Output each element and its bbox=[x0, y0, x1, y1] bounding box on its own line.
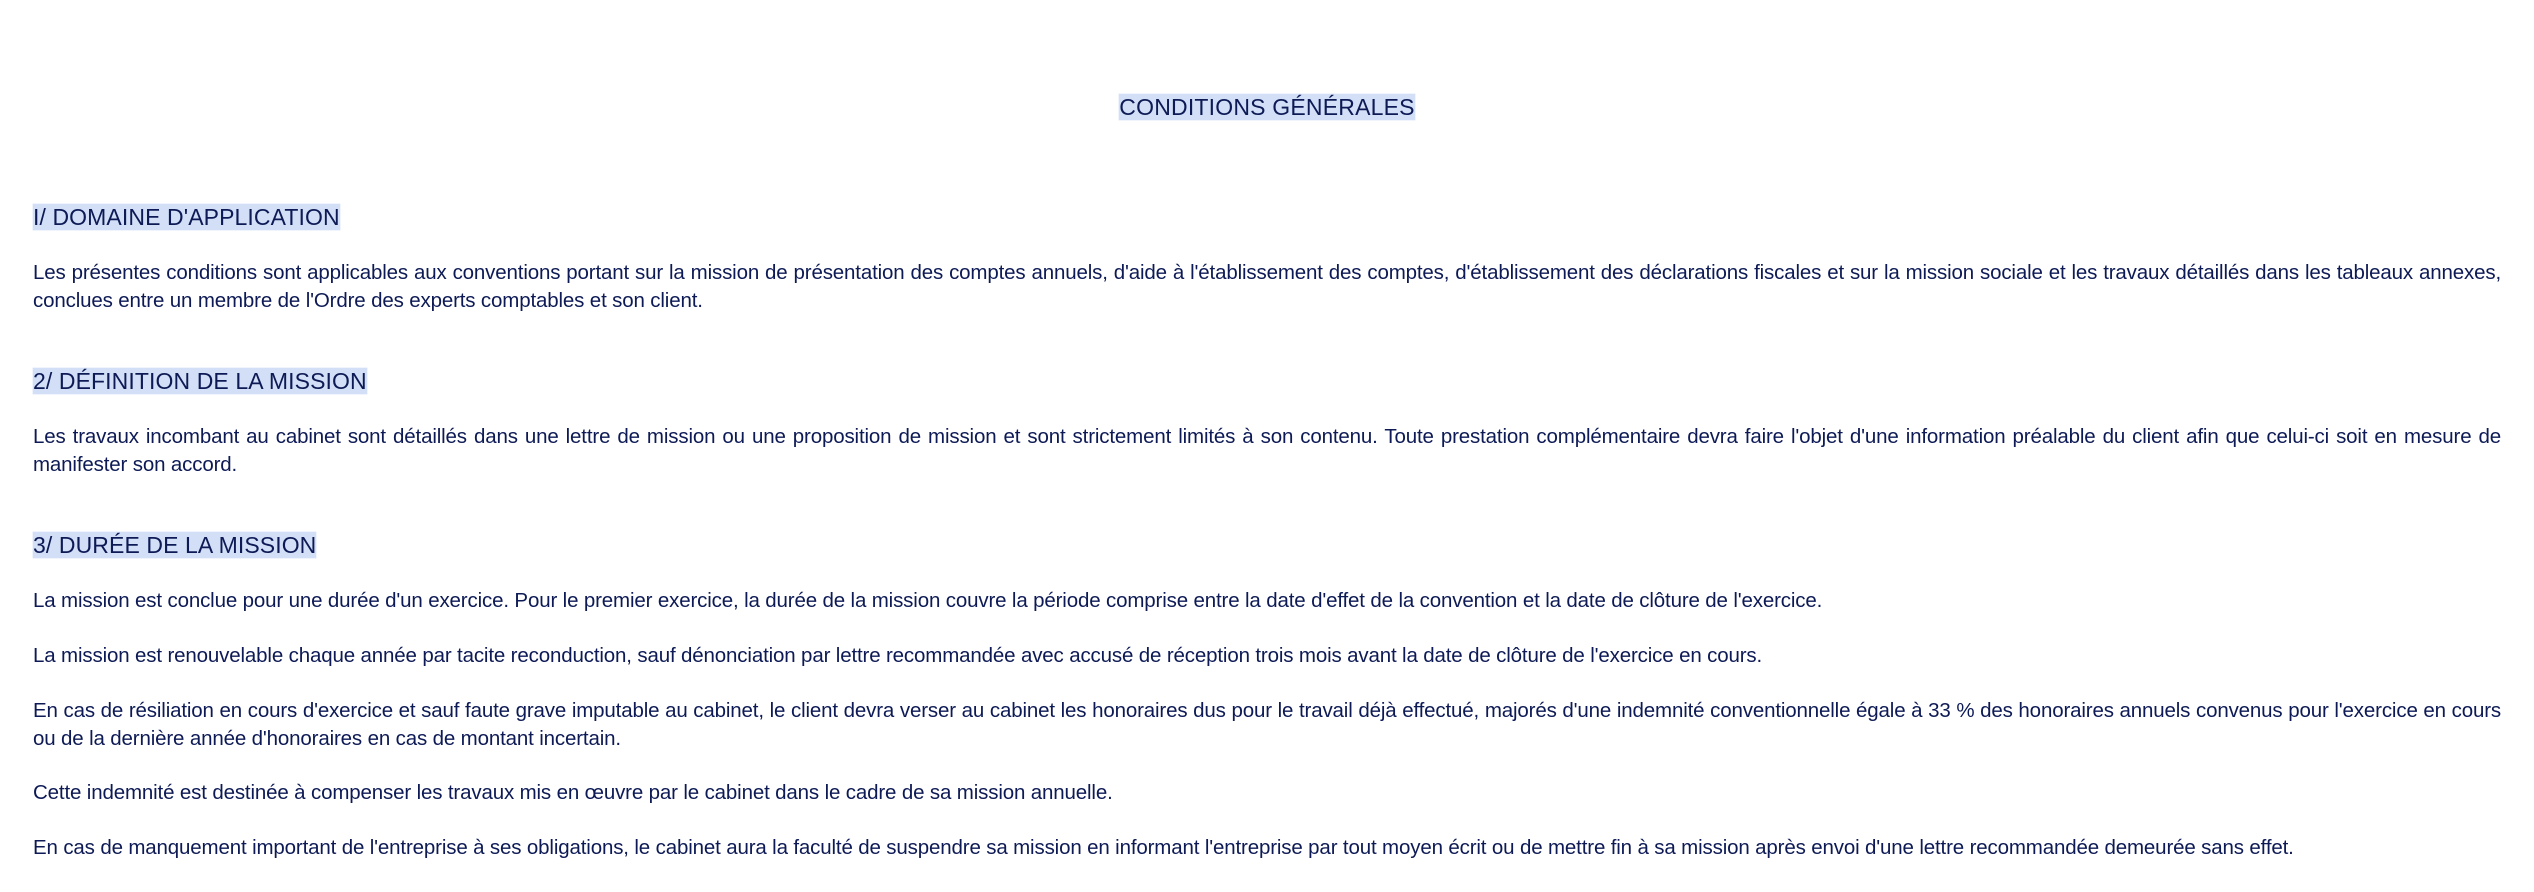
page-title bbox=[0, 94, 2534, 121]
paragraph-duree-premier-exercice: La mission est conclue pour une durée d'un exercice. Pour le premier exercice, la durée de la mission couvre la période comprise entre la date d'effet de la convention et la date de clôture de l'exercice. bbox=[33, 589, 1823, 612]
section-heading-definition-mission bbox=[33, 368, 367, 395]
paragraph-definition-mission: Les travaux incombant au cabinet sont détaillés dans une lettre de mission ou une proposition de mission et sont strictement limités à son contenu. Toute prestation complémentaire devra faire l'objet d'une information préalable du client afin que celui-ci soit en mesure de manifester son accord. bbox=[33, 425, 2501, 476]
paragraph-duree-manquement: En cas de manquement important de l'entreprise à ses obligations, le cabinet aura la faculté de suspendre sa mission en informant l'entreprise par tout moyen écrit ou de mettre fin à sa mission après envoi d'une lettre recommandée demeurée sans effet. bbox=[33, 836, 2294, 859]
page-title-text: CONDITIONS GÉNÉRALES bbox=[1119, 94, 1415, 120]
paragraph-duree-renouvellement: La mission est renouvelable chaque année par tacite reconduction, sauf dénonciation par lettre recommandée avec accusé de réception trois mois avant la date de clôture de l'exercice en cours. bbox=[33, 644, 1763, 667]
section-heading-text: I/ DOMAINE D'APPLICATION bbox=[33, 204, 340, 230]
paragraph-domaine-application: Les présentes conditions sont applicables aux conventions portant sur la mission de présentation des comptes annuels, d'aide à l'établissement des comptes, d'établissement des déclarations fiscales et sur la mission sociale et les travaux détaillés dans les tableaux annexes, conclues entre un membre de l'Ordre des experts comptables et son client. bbox=[33, 261, 2501, 312]
section-heading-text: 3/ DURÉE DE LA MISSION bbox=[33, 532, 317, 558]
paragraph-duree-indemnite: Cette indemnité est destinée à compenser les travaux mis en œuvre par le cabinet dans le cadre de sa mission annuelle. bbox=[33, 781, 1113, 804]
section-heading-duree-mission bbox=[33, 532, 316, 559]
section-heading-domaine-application bbox=[33, 204, 340, 231]
section-heading-text: 2/ DÉFINITION DE LA MISSION bbox=[33, 368, 367, 394]
paragraph-duree-resiliation: En cas de résiliation en cours d'exercice et sauf faute grave imputable au cabinet, le client devra verser au cabinet les honoraires dus pour le travail déjà effectué, majorés d'une indemnité conventionnelle égale à 33 % des honoraires annuels convenus pour l'exercice en cours ou de la dernière année d'honoraires en cas de montant incertain. bbox=[33, 699, 2501, 750]
